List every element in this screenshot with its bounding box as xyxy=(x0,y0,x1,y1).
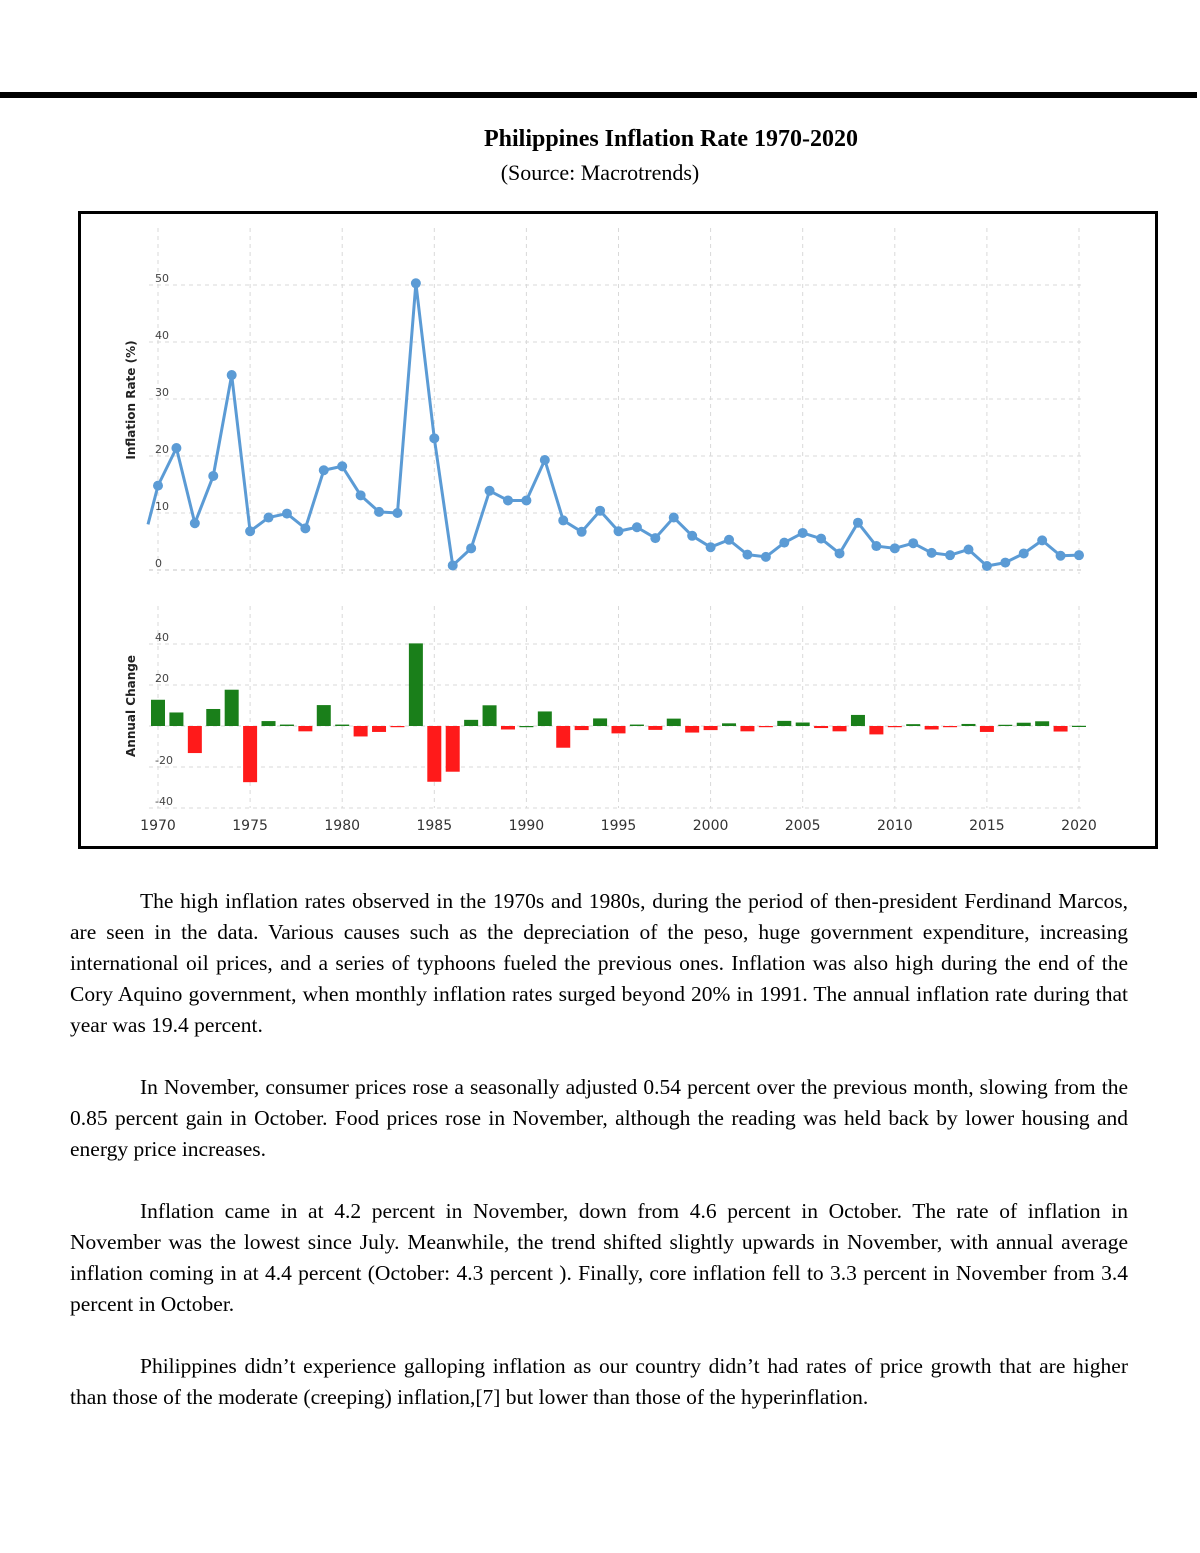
annual-change-bar xyxy=(777,721,791,726)
inflation-point xyxy=(300,523,310,533)
inflation-point xyxy=(982,561,992,571)
annual-change-bar xyxy=(317,705,331,726)
annual-change-bar xyxy=(501,726,515,729)
y-tick-label-top: 50 xyxy=(155,272,169,285)
annual-change-bar xyxy=(206,709,220,726)
annual-change-bar xyxy=(354,726,368,736)
inflation-point xyxy=(761,552,771,562)
y-tick-label-bottom: 40 xyxy=(155,631,169,644)
inflation-point xyxy=(614,526,624,536)
article-paragraph-2: In November, consumer prices rose a seasonally adjusted 0.54 percent over the previous month, slowing from the 0.85 percent gain in October. Food prices rose in November, although the reading was held back by lower housing and energy price increases. xyxy=(70,1075,1128,1161)
inflation-point xyxy=(890,543,900,553)
inflation-point xyxy=(558,515,568,525)
annual-change-bar xyxy=(538,711,552,726)
annual-change-bar xyxy=(1072,726,1086,727)
annual-change-bar xyxy=(372,726,386,732)
inflation-point xyxy=(429,433,439,443)
annual-change-bar xyxy=(556,726,570,748)
x-tick-label: 1990 xyxy=(508,818,545,834)
annual-change-bar xyxy=(740,726,754,731)
annual-change-bar xyxy=(390,726,404,727)
inflation-point xyxy=(1056,551,1066,561)
annual-change-bar xyxy=(685,726,699,733)
inflation-point xyxy=(1074,550,1084,560)
inflation-point xyxy=(669,513,679,523)
annual-change-bar xyxy=(925,726,939,729)
annual-change-bar xyxy=(483,705,497,726)
annual-change-bar xyxy=(704,726,718,730)
annual-change-bar xyxy=(575,726,589,730)
x-tick-label: 2020 xyxy=(1061,818,1097,834)
inflation-point xyxy=(448,560,458,570)
inflation-point xyxy=(171,443,181,453)
annual-change-bar xyxy=(519,726,533,727)
x-tick-label: 1985 xyxy=(416,818,453,834)
inflation-point xyxy=(1019,548,1029,558)
inflation-point xyxy=(1000,558,1010,568)
x-tick-label: 2000 xyxy=(692,818,729,834)
inflation-point xyxy=(742,550,752,560)
y-tick-label-top: 20 xyxy=(155,443,169,456)
inflation-point xyxy=(853,518,863,528)
inflation-point xyxy=(245,526,255,536)
inflation-point xyxy=(963,544,973,554)
annual-change-bar xyxy=(188,726,202,753)
inflation-point xyxy=(411,278,421,288)
annual-change-bar xyxy=(335,725,349,726)
inflation-point xyxy=(706,542,716,552)
annual-change-bar xyxy=(151,700,165,726)
article-paragraph-3: Inflation came in at 4.2 percent in November, down from 4.6 percent in October. The rate of inflation in November was the lowest since July. Meanwhile, the trend shifted slightly upwards in November, with annual average inflation coming in at 4.4 percent (October: 4.3 percent ). Finally, core inflation fell to 3.3 percent in November from 3.4 percent in October. xyxy=(70,1199,1128,1316)
inflation-point xyxy=(337,461,347,471)
annual-change-bar xyxy=(814,726,828,728)
annual-change-bar xyxy=(243,726,257,782)
y-tick-label-bottom: 20 xyxy=(155,672,169,685)
x-tick-label: 1975 xyxy=(232,818,268,834)
annual-change-bar xyxy=(980,726,994,732)
line-layer xyxy=(148,278,1084,571)
y-tick-label-top: 40 xyxy=(155,329,169,342)
inflation-point xyxy=(153,481,163,491)
annual-change-bar xyxy=(298,726,312,731)
figure-title: Philippines Inflation Rate 1970-2020 xyxy=(483,126,859,152)
figure-source: (Source: Macrotrends) xyxy=(500,160,700,185)
annual-change-bar xyxy=(759,726,773,727)
inflation-point xyxy=(466,543,476,553)
annual-change-bar xyxy=(446,726,460,772)
inflation-point xyxy=(908,538,918,548)
annual-change-bar xyxy=(648,726,662,730)
annual-change-bar xyxy=(796,723,810,726)
annual-change-bar xyxy=(961,724,975,726)
inflation-point xyxy=(485,486,495,496)
annual-change-bar xyxy=(722,723,736,726)
annual-change-bar xyxy=(869,726,883,734)
y-tick-label-bottom: -40 xyxy=(155,795,173,808)
y-tick-label-bottom: -20 xyxy=(155,754,173,767)
inflation-line xyxy=(148,283,1079,566)
inflation-point xyxy=(208,471,218,481)
inflation-chart xyxy=(81,214,1155,846)
article-body xyxy=(70,886,1128,1444)
annual-change-bar xyxy=(225,690,239,726)
annual-change-bar xyxy=(888,726,902,727)
annual-change-bar xyxy=(1035,721,1049,726)
annual-change-bar xyxy=(427,726,441,782)
annual-change-bar xyxy=(833,726,847,731)
annual-change-bar xyxy=(998,725,1012,726)
inflation-point xyxy=(871,541,881,551)
inflation-point xyxy=(319,465,329,475)
article-paragraph-4: Philippines didn’t experience galloping inflation as our country didn’t had rates of price growth that are higher than those of the moderate (creeping) inflation,[7] but lower than those of the hyperinflation. xyxy=(70,1354,1128,1409)
inflation-point xyxy=(540,455,550,465)
inflation-point xyxy=(227,370,237,380)
inflation-point xyxy=(945,550,955,560)
annual-change-bar xyxy=(667,719,681,726)
annual-change-bar xyxy=(943,726,957,727)
inflation-point xyxy=(632,522,642,532)
inflation-point xyxy=(816,534,826,544)
inflation-point xyxy=(503,495,513,505)
annual-change-bar xyxy=(630,725,644,726)
y-axis-label-top: Inflation Rate (%) xyxy=(124,340,138,460)
x-tick-label: 1995 xyxy=(600,818,637,834)
annual-change-bar xyxy=(262,721,276,726)
annual-change-bar xyxy=(409,643,423,726)
annual-change-bar xyxy=(280,725,294,726)
inflation-point xyxy=(521,495,531,505)
inflation-point xyxy=(835,548,845,558)
inflation-point xyxy=(650,533,660,543)
y-axis-label-bottom: Annual Change xyxy=(124,654,138,758)
annual-change-bar xyxy=(1054,726,1068,732)
inflation-point xyxy=(798,528,808,538)
inflation-point xyxy=(374,507,384,517)
annual-change-bar xyxy=(906,724,920,726)
chart-frame xyxy=(78,211,1158,849)
annual-change-bar xyxy=(612,726,626,733)
x-tick-label: 2005 xyxy=(784,818,821,834)
y-tick-label-top: 10 xyxy=(155,500,169,513)
grid-layer xyxy=(149,228,1085,808)
y-tick-label-top: 0 xyxy=(155,557,162,570)
annual-change-bar xyxy=(169,712,183,726)
x-tick-label: 2015 xyxy=(969,818,1005,834)
x-tick-label: 1970 xyxy=(140,818,176,834)
inflation-point xyxy=(724,535,734,545)
inflation-point xyxy=(264,513,274,523)
annual-change-bar xyxy=(1017,723,1031,726)
inflation-point xyxy=(1037,535,1047,545)
annual-change-bar xyxy=(593,718,607,726)
inflation-point xyxy=(356,490,366,500)
top-rule xyxy=(0,92,1197,98)
x-tick-label: 1980 xyxy=(324,818,361,834)
x-tick-label: 2010 xyxy=(876,818,913,834)
inflation-point xyxy=(190,518,200,528)
inflation-point xyxy=(595,506,605,516)
annual-change-bar xyxy=(851,715,865,726)
inflation-point xyxy=(577,527,587,537)
inflation-point xyxy=(779,538,789,548)
article-paragraph-1: The high inflation rates observed in the 1970s and 1980s, during the period of then-president Ferdinand Marcos, are seen in the data. Various causes such as the depreciation of the peso, huge government expenditure, increasing international oil prices, and a series of typhoons fueled the previous ones. Inflation was also high during the end of the Cory Aquino government, when monthly inflation rates surged beyond 20% in 1991. The annual inflation rate during that year was 19.4 percent. xyxy=(70,889,1128,1037)
inflation-point xyxy=(927,548,937,558)
annual-change-bar xyxy=(464,720,478,726)
y-tick-label-top: 30 xyxy=(155,386,169,399)
inflation-point xyxy=(282,509,292,519)
inflation-point xyxy=(687,531,697,541)
inflation-point xyxy=(392,508,402,518)
